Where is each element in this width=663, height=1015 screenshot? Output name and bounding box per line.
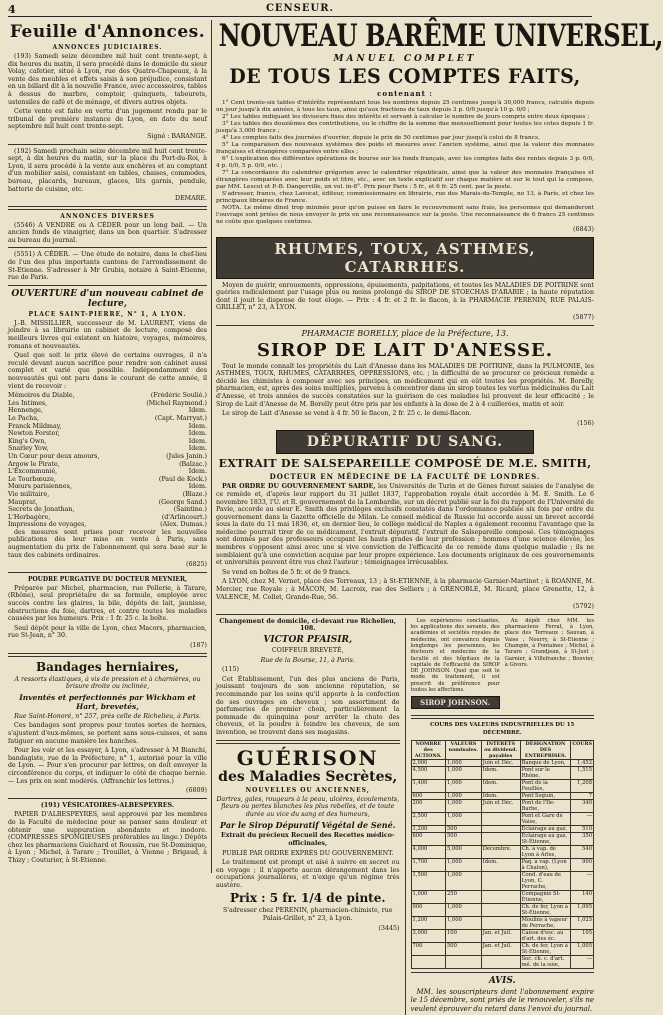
extrait-paragraph-2: Se vend en boîtes de 5 fr. et de 9 francs. — [222, 568, 351, 576]
johnson-title: SIROP JOHNSON. — [411, 696, 500, 709]
rhumes-banner: RHUMES, TOUX, ASTHMES, CATARRHES. — [216, 237, 594, 279]
table-row — [411, 759, 594, 766]
bandages-subtitle: A ressorts élastiques, à vis de pression et à charnières, ou brisure droite ou inclinée, — [14, 675, 201, 691]
table-cell: 140 — [571, 890, 594, 903]
table-row — [411, 858, 594, 871]
cours-header-cell: DÉSIGNATION DES ENTREPRISES. — [520, 740, 571, 759]
table-row — [411, 779, 594, 792]
lower-ads — [216, 618, 594, 1015]
guerison-title: GUÉRISON — [236, 745, 379, 770]
table-cell: 1,700 — [411, 858, 445, 871]
table-row — [411, 825, 594, 832]
catalog-entry — [8, 491, 207, 499]
catalog-entry — [8, 506, 207, 514]
table-cell: Compagnie St-Étienne, — [520, 890, 571, 903]
table-cell: Éclairage au gaz, — [520, 825, 571, 832]
table-row — [411, 832, 594, 845]
catalog-author: (George Sand.) — [158, 498, 207, 506]
catalog-author: (Paul de Kock.) — [158, 475, 207, 483]
guerison-description: Dartres, gales, rougeurs à la peau, ulcères, écoulements, fleurs ou pertes blanches les plus rebelles, et de toute durée au vice du sang et des humeurs, — [216, 795, 400, 818]
table-cell: — — [571, 871, 594, 890]
table-cell: 5,000 — [445, 845, 481, 858]
table-cell: 900 — [411, 903, 445, 916]
bareme-headline: DE TOUS LES COMPTES FAITS, — [229, 64, 581, 88]
divider — [8, 206, 207, 210]
table-cell: 7 — [571, 792, 594, 799]
pfeifer-number: (115) — [222, 666, 239, 674]
table-cell — [481, 955, 520, 968]
cabinet-number: (6825) — [186, 561, 207, 569]
catalog-author: Idem. — [188, 422, 207, 430]
divider — [8, 285, 207, 286]
table-row — [411, 903, 594, 916]
cours-header-cell: NOMBRE des ACTIONS. — [411, 740, 445, 759]
table-row — [411, 766, 594, 779]
table-cell: Éclairage au gaz, St-Étienne, — [520, 832, 571, 845]
table-cell: 1,000 — [445, 799, 481, 812]
catalog-entry — [8, 445, 207, 453]
table-cell: 2,500 — [411, 812, 445, 825]
catalog-entry — [8, 461, 207, 469]
cours-header-row — [411, 740, 594, 759]
avis-title: AVIS. — [488, 975, 516, 986]
table-cell: 4,000 — [411, 845, 445, 858]
catalog-title: Hennenge, — [8, 407, 43, 415]
catalog-author: (Jules Janin.) — [166, 452, 207, 460]
catalog-entry — [8, 407, 207, 415]
announcement-5551: (5551) A CÉDER. — Une étude de notaire, dans le chef-lieu de l'un des plus importants cantons de l'arrondissement de St-Etienne. S'adresser à Mr Grubis, notaire à Saint-Etienne, rue de Paris. — [8, 251, 207, 282]
table-cell: 510 — [571, 825, 594, 832]
catalog-title: Argow le Pirate, — [8, 460, 60, 468]
table-cell: 1,200 — [411, 825, 445, 832]
catalog-entry — [8, 392, 207, 400]
table-row — [411, 845, 594, 858]
announcement-192-signature: DEMARE. — [175, 195, 207, 203]
table-cell: 1,000 — [445, 766, 481, 779]
table-cell: 500 — [445, 942, 481, 955]
cours-header-cell: VALEURS nominales. — [445, 740, 481, 759]
bareme-item: 2° Les tables indiquant les diviseurs fixes des intérêts et servant à calculer le nombre de jours compris entre deux époques ; — [222, 114, 590, 120]
table-cell: Paq. à vap. (Lyon à Chalon), — [520, 858, 571, 871]
catalog-title: Vie militaire, — [8, 490, 50, 498]
catalog-title: Le Pacha, — [8, 414, 39, 422]
table-cell — [481, 903, 520, 916]
table-cell: 350 — [571, 832, 594, 845]
table-cell: 1,025 — [571, 916, 594, 929]
guerison-number: (3445) — [378, 924, 400, 932]
table-row — [411, 871, 594, 890]
catalog-title: Les Intimes, — [8, 399, 48, 407]
catalog-author: (Balzac.) — [179, 460, 207, 468]
table-cell: 1,200 — [411, 916, 445, 929]
table-cell: 1,000 — [411, 890, 445, 903]
table-row — [411, 955, 594, 968]
catalog-entry — [8, 499, 207, 507]
table-cell: — — [571, 812, 594, 825]
table-cell: 1,000 — [445, 916, 481, 929]
catalog-entry — [8, 438, 207, 446]
table-cell: 600 — [411, 832, 445, 845]
table-cell: 1,000 — [445, 779, 481, 792]
table-cell: Jan. et Juil. — [481, 942, 520, 955]
table-cell: Ch. de fer, Lyon à St-Etienne, — [520, 942, 571, 955]
table-cell — [481, 871, 520, 890]
poudre-title: POUDRE PURGATIVE DU DOCTEUR MEYNIER, — [27, 575, 188, 583]
table-cell — [481, 832, 520, 845]
rhumes-text: Moyen de guérir, enrouements, oppressions, épuisements, palpitations, et toutes les MALADIES DE POITRINE sont guéries radicalement par l'usage plus ou moins prolongé du SIROP DE STOECHAS D'ARABIE ; la haute réputation dont il jouit le dispense de tout éloge. — Prix : 4 fr. et 2 fr. le flacon, à la PHARMACIE PERENIN, RUE PALAIS-GRILLET, n° 23, A LYON. — [216, 281, 594, 312]
table-cell: Caisse d'esc. au d'art. des éc. — [520, 929, 571, 942]
table-cell — [481, 812, 520, 825]
announcement-193-b: Cette vente est faite en vertu d'un jugement rendu par le tribunal de première instance de Lyon, en date du neuf septembre mil huit cent trente-sept. — [8, 108, 207, 131]
table-cell: Idem. — [481, 779, 520, 792]
bandages-inventors: Inventés et perfectionnés par Wickham et Hart, brevetés, — [19, 692, 196, 711]
cabinet-paragraph-3: des mesures sont prises pour recevoir les nouvelles publications dès leur mise en vente à Paris, sans augmentation du prix de l'abonnement qui sera basé sur le taux des cabinets ordinaires. — [8, 528, 207, 559]
table-cell: 700 — [411, 942, 445, 955]
depuratif-banner: DÉPURATIF DU SANG. — [276, 430, 534, 454]
extrait-subtitle: DOCTEUR EN MÉDECINE DE LA FACULTÉ DE LONDRES. — [269, 472, 541, 482]
sirop-johnson-right — [505, 618, 594, 713]
bandages-paragraph-2: Pour les voir et les essayer, à Lyon, s'adresser à M Bianchi, bandagiste, rue de la Préfecture, n° 1, autorisé pour la ville de Lyon. — Pour s'en procurer par lettres, on doit envoyer la circonférence du corps, et indiquer le côté de chaque hernie. — Les prix en sont modérés. (Affranchir les lettres.) — [8, 747, 207, 785]
catalog-author: Idem. — [188, 445, 207, 453]
guerison-extrait: Extrait du précieux Recueil des Recettes médico-officinales, — [220, 832, 395, 847]
table-cell: 1,000 — [445, 903, 481, 916]
table-cell: 1,208 — [571, 779, 594, 792]
catalog-author: (Blaze.) — [182, 490, 207, 498]
table-cell: Soc. ch. c. d'art. mé. de la soie, — [520, 955, 571, 968]
table-cell: 1,400 — [411, 779, 445, 792]
bandages-address: Rue Saint-Honoré, n° 257, près celle de Richelieu, à Paris. — [14, 712, 201, 720]
catalog-author: (Michel Raymond.) — [146, 399, 207, 407]
table-cell: 340 — [571, 799, 594, 812]
guerison-address: S'adresser chez PERENIN, pharmacien-chimiste, rue Palais-Grillet, n° 23, à Lyon. — [222, 907, 393, 923]
cours-header-cell: INTÉRÊTS ou dividend. payables — [481, 740, 520, 759]
catalog-title: L'Excommunié, — [8, 468, 58, 476]
announcement-5546: (5546) A VENDRE ou A CÉDER pour un long bail. — Un ancien fonds de vinaigrier, dans un bon quartier. S'adresser au bureau du journal. — [8, 221, 207, 244]
cabinet-address: PLACE SAINT-PIERRE, N° 1, A LYON. — [28, 310, 187, 318]
catalog-author: (Capt. Marryat.) — [154, 414, 207, 422]
catalog-author: Idem. — [188, 437, 207, 445]
cours-title: COURS DES VALEURS INDUSTRIELLES DU 15 DÉCEMBRE. — [430, 722, 575, 736]
announcement-193-signature: Signé : BARANGE. — [147, 132, 207, 140]
table-row — [411, 916, 594, 929]
table-cell: Pont de l'Ile-Barbe, — [520, 799, 571, 812]
catalog-entry — [8, 476, 207, 484]
announcement-192: (192) Samedi prochain seize décembre mil huit cent trente-sept, à dix heures du matin, sur la place du Port-du-Roi, à Lyon, il sera procédé à la vente aux enchères et au comptant d'un mobilier saisi, consistant en tables, chaises, commodes, bureau, placards, bureaux, glaces, lits garnis, pendule, batterie de cuisine, etc. — [8, 147, 207, 193]
feuilleton-title: Feuille d'Annonces. — [9, 22, 206, 42]
table-cell: 1,000 — [445, 858, 481, 871]
table-cell: Cond. d'eau de Lyon, C. Perrache, — [520, 871, 571, 890]
catalog-entry — [8, 430, 207, 438]
bareme-item: NOTA. Le même dinel trop mininée pour qu'on puisse en faire le recouvrement sans frais, les personnes qui demanderont l'ouvrage sont priées de nous envoyer le prix en une reconnaissance sur la poste. Une reconnaissance de 6 francs 25 centimes ne coûte que quelques centimes. — [216, 205, 594, 225]
catalog-title: Secrets de Jonathan, — [8, 506, 75, 514]
extrait-title: EXTRAIT DE SALSEPAREILLE COMPOSÉ DE M.E. SMITH, — [218, 457, 592, 471]
table-cell: 105 — [571, 929, 594, 942]
table-cell: 1,095 — [571, 903, 594, 916]
table-cell: Moulins à vapeur de Perrache, — [520, 916, 571, 929]
table-row — [411, 942, 594, 955]
table-cell — [481, 890, 520, 903]
catalog-title: Mauprat, — [8, 498, 38, 506]
catalog-author: (Saintine.) — [173, 506, 207, 514]
divider — [8, 144, 207, 145]
bareme-item: 4° Les comptes faits des journées d'ouvrier, depuis le prix de 50 centimes par jour jusqu'à celui de 8 francs. — [222, 135, 540, 141]
divider — [216, 325, 594, 326]
catalog-entry — [8, 468, 207, 476]
extrait-paragraph-3: A LYON, chez M. Vernet, place des Terreaux, 13 ; à St-ETIENNE, à la pharmacie Garnier-Martinet ; à ROANNE, M. Mercier, rue Royale ; à MÂCON, M. Lacroix, rue des Selliers ; à GRENOBLE, M. Ricard, place Grenette, 12, à VALENCE, M. Collet, Grande-Rue, 56. — [216, 578, 594, 601]
table-row — [411, 929, 594, 942]
table-row — [411, 792, 594, 799]
bareme-items — [216, 100, 594, 226]
table-cell: Juin et Déc. — [481, 759, 520, 766]
bareme-number: (6843) — [573, 226, 594, 233]
bandages-title: Bandages herniaires, — [36, 659, 179, 674]
table-cell: 1,005 — [571, 942, 594, 955]
divider — [8, 572, 207, 573]
table-cell: 200 — [411, 799, 445, 812]
sirop-paragraph-1: Tout le monde connaît les propriétés du Lait d'Anesse dans les MALADIES DE POITRINE, dans la PULMONIE, les ASTHMES, TOUX, RHUMES, CATARRHES, OPPRESSIONS, etc. ; la difficulté de se procurer ce précieux remède a décidé les chimistes à composer avec ses principes, un médicament qui en eût toutes les propriétés. M. Borelly, pharmacien, est, après des soins multipliés, parvenu à concentrer dans un sirop toutes les vertus médicinales du Lait d'Anesse, et trois années de succès constatées sur la guérison de ces maladies lui prouvent de leur efficacité ; le Sirop de Lait d'Anesse de M. Borelly peut être pris par les enfants à la dose de 2 à 4 cuillerées, matin et soir. — [216, 362, 594, 408]
guerison-publie: PUBLIÉ PAR ORDRE EXPRÈS DU GOUVERNEMENT. — [222, 849, 394, 857]
table-cell: 3,000 — [411, 929, 445, 942]
johnson-depots: Au dépôt chez MM. les pharmaciens Ferrat, à Lyon, place des Terreaux ; Sauvan, à Vaise ; Nourry, à St-Etienne ; Champin, à Fontaines ; Michel, à Tarare ; Grandjean, à St-Just ; Garnier, à Villefranche ; Bouvier, à Givors. — [504, 617, 594, 668]
table-cell: 2,000 — [411, 759, 445, 766]
table-cell — [481, 916, 520, 929]
bareme-item: 3° Les tables des douzièmes des contributions, ou le chiffre de la somme due mensuellement pour toutes les cotes depuis 1 fr. jusqu'à 3,000 francs ; — [216, 121, 594, 134]
table-row — [411, 799, 594, 812]
catalog-entry — [8, 400, 207, 408]
divider — [216, 614, 594, 615]
poudre-number: (187) — [190, 642, 207, 649]
judiciaires-heading: ANNONCES JUDICIAIRES. — [52, 44, 163, 51]
table-cell: Pont Seguin, — [520, 792, 571, 799]
bareme-item: 6° L'explication des différentes opérations de bourse sur les fonds français, avec les comptes faits des rentes depuis 3 p. 0/0, 4 p. 0/0, 5 p. 0/0, etc. ; — [216, 156, 594, 169]
table-cell: Pont de la Feuillée, — [520, 779, 571, 792]
catalog-entry — [8, 423, 207, 431]
extrait-paragraph-1 — [216, 483, 594, 567]
sirop-paragraph-2: Le sirop de Lait d'Anesse se vend à 4 fr. 50 le flacon, 2 fr. 25 c. le demi-flacon. — [222, 410, 472, 418]
catalog-title: Snarley Yow, — [8, 445, 49, 453]
catalog-title: Impressions de voyages, — [8, 521, 87, 529]
bareme-item: 1° Cent trente-six tables d'intérêts représentant tous les nombres depuis 25 centimes jusqu'à 30,000 francs, calculés depuis un jour jusqu'à dix années, à tous les taux, ainsi qu'aux fractions de taux depuis 3 p. 0/0 jusqu'à 10 p. 0/0 ; — [216, 100, 594, 113]
column-divider — [405, 618, 406, 1015]
catalog-entry — [8, 483, 207, 491]
divider — [8, 653, 207, 657]
catalog-author: Idem. — [188, 468, 207, 476]
page-number: 4 — [8, 3, 16, 16]
pfeifer-address: Rue de la Bourse, 11, à Paris. — [260, 656, 355, 664]
catalog-title: Un Cœur pour deux amours, — [8, 452, 100, 460]
guerison-par: Par le Sirop Dépuratif Végétal de Sené. — [220, 820, 396, 831]
table-cell: 1,500 — [411, 871, 445, 890]
lower-left-ads — [216, 618, 400, 1015]
newspaper-name: CENSEUR. — [265, 3, 335, 14]
guerison-subtitle: des Maladies Secrètes, — [218, 768, 398, 785]
bandages-number: (6809) — [186, 787, 207, 795]
table-cell: Idem. — [481, 792, 520, 799]
table-cell — [445, 955, 481, 968]
catalog-author: Idem. — [188, 430, 207, 438]
table-cell: 540 — [571, 845, 594, 858]
catalog-author: (Frédéric Soulié.) — [150, 392, 207, 400]
table-row — [411, 890, 594, 903]
table-cell: Idem. — [481, 858, 520, 871]
table-cell: Banque de Lyon, — [520, 759, 571, 766]
guerison-text: Le traitement est prompt et aisé à suivre en secret ou en voyage ; il n'apporte aucun dérangement dans les occupations journalières, et n'exige qu'un régime très austère. — [216, 859, 400, 889]
guerison-price: Prix : 5 fr. 1/4 de pinte. — [229, 891, 386, 906]
table-cell: Jan. et Juil. — [481, 929, 520, 942]
table-cell: Décembre. — [481, 845, 520, 858]
left-column — [8, 20, 207, 873]
table-cell: 500 — [445, 825, 481, 832]
catalog-title: Mémoires du Diable, — [8, 392, 75, 400]
borelly-line: PHARMACIE BORELLY, place de la Préfecture, 13. — [301, 328, 509, 338]
extrait-body: les Universités de Turin et de Gènes furent saisies de l'analyse de ce remède et, d'après leur rapport du 31 juillet 1837, l'approbation royale était accordée à M. E. Smith. Le 6 novembre 1833, l'U. et R. gouvernement de la Lombardie, sur un décret publié sur la foi du rapport de l'Université de Pavie, accorde au sieur E. Smith des privilèges exclusifs constatés dans l'ordonnance publiée six fois par ordre du gouvernement dans la Gazette officielle de Milan. Le conseil médical de Russie lui accorde aussi un brevet accordé sous la date du 11 mai 1836, et, en dernier lieu, le collège médical de Naples a également reconnu l'avantage que la médecine pourrait tirer de ce médicament, l'extrait dépuratif, l'extrait de Salsepareille composé. Ces témoignages sont donnés par des professeurs occupant les hauts grades de leur profession ; hommes d'une science élevée, les membres s'opposent ainsi avec une si vive conviction de l'efficacité de ce remède dans quelque maladie ; ils ne semblaient qu'à une conviction acquise par leur propre expérience. Les documents originaux de ces gouvernements et universités peuvent être vus chez l'auteur ; témoignages irrécusables. — [216, 483, 594, 567]
table-cell: Pont sur le Rhône, — [520, 766, 571, 779]
catalog-entry — [8, 514, 207, 522]
table-row — [411, 812, 594, 825]
bareme-title: NOUVEAU BARÊME UNIVERSEL, — [218, 18, 663, 54]
table-cell: 600 — [411, 792, 445, 799]
table-cell: 1,515 — [571, 766, 594, 779]
johnson-text: Les expériences concluantes, les applications des savants, des académies et sociétés royales de médecine, ont convaincu depuis longtemps les personnes, les docteurs et médecins de la faculté et des hôpitaux de la capitale de l'efficacité du SIROP DE JOHNSON. Quel que soit le mode de traitement, il est prescrit de préférence pour toutes les affections. — [410, 617, 500, 694]
catalog-title: Franck Mildmay, — [8, 422, 62, 430]
announcement-193: (193) Samedi seize décembre mil huit cent trente-sept, à dix heures du matin, il sera procédé dans le domicile du sieur Volay, cafetier, situé à Lyon, rue des Quatre-Chapeaux, à la vente des meubles et effets saisis à son préjudice, consistant en un billard dit à la nouvelle France, avec accessoires, tables à dessus de marbre, comptoir, quinquets, tabourets, ustensiles de café et de ménage, et divers autres objets. — [8, 53, 207, 106]
pfeifer-text: Cet Établissement, l'un des plus anciens de Paris, jouissant toujours de son ancienne réputation, se recommande par les soins qu'il apporte à la confection de ses ouvrages en cheveux ; son assortiment de parfumeries de premier choix, particulièrement la pommade de quinquina pour arrêter la chute des cheveux, et la poudre à teindre les cheveux, de son invention, se trouvent dans ses magasins. — [216, 675, 400, 736]
poudre-text: Préparée par Michel, pharmacien, rue Pollerie, à Tarare, (Rhône), seul propriétaire de sa formule, employée avec succès contre les glaires, la bile, dépôts de lait, jaunisse, obstructions du foie, dartres, et contre toutes les maladies causées par les humeurs. Prix : 1 fr. 25 c. la boîte. — [8, 584, 207, 623]
pfeifer-move: Changement de domicile, ci-devant rue Richelieu, 108. — [219, 617, 397, 633]
diverses-heading: ANNONCES DIVERSES — [60, 212, 155, 220]
pfeifer-role: COIFFEUR BREVETÉ, — [271, 647, 344, 654]
table-cell: Ch. à vap. de Lyon à Arles, — [520, 845, 571, 858]
table-cell: 500 — [445, 832, 481, 845]
book-catalog — [8, 392, 207, 529]
table-cell: 1,000 — [445, 871, 481, 890]
catalog-author: (Alex. Dumas.) — [160, 521, 207, 529]
catalog-entry — [8, 521, 207, 529]
catalog-title: King's Own, — [8, 437, 47, 445]
extrait-number: (5792) — [573, 603, 594, 611]
cours-body — [411, 759, 594, 968]
table-cell: — — [571, 955, 594, 968]
table-cell: Ch. de fer, Lyon à St-Étienne, — [520, 903, 571, 916]
catalog-title: Newton Forster, — [8, 430, 60, 438]
sirop-johnson-left — [411, 618, 500, 713]
catalog-title: L'Herbagère, — [8, 513, 51, 521]
table-cell: 4,500 — [411, 766, 445, 779]
table-cell: 1,000 — [445, 759, 481, 766]
table-cell: 250 — [445, 890, 481, 903]
bareme-subtitle: MANUEL COMPLET — [333, 54, 477, 64]
catalog-author: Idem. — [188, 407, 207, 415]
catalog-entry — [8, 415, 207, 423]
table-cell: 1,000 — [445, 792, 481, 799]
divider — [216, 740, 400, 744]
right-column — [216, 18, 663, 1013]
vesicatoires-text: PAPIER D'ALBESPEYRES, seul approuvé par les membres de la Faculté de médecine pour se panser sans douleur et obtenir une suppuration abondante et inodore. (COMPRESSES SPONGIEUSES préférables au linge.) Dépôts chez les pharmaciens Guichard et Roussin, rue St-Dominique, à Lyon ; Michel, à Tarare ; Trouillet, à Vienne ; Brigaud, à Thizy ; Couturier, à St-Etienne. — [8, 811, 207, 864]
poudre-depot: Seul dépôt pour la ville de Lyon, chez Macors, pharmacien, rue St-Jean, n° 30. — [8, 624, 207, 640]
cabinet-paragraph-2: Quel que soit le prix élevé de certains ouvrages, il n'a reculé devant aucun sacrifice pour rendre son cabinet aussi complet et varié que possible. Indépendamment des nouveautés qui ont paru dans le courant de cette année, il vient de recevoir : — [8, 352, 207, 390]
table-cell: 100 — [445, 929, 481, 942]
avis-text: MM. les souscripteurs dont l'abonnement expire le 15 décembre, sont priés de le renouveler, s'ils ne veulent éprouver du retard dans l'envoi du journal. — [410, 987, 594, 1013]
sirop-johnson-block — [411, 618, 595, 713]
catalog-author: (d'Arlincourt.) — [161, 513, 207, 521]
table-cell: Juin et Déc. — [481, 799, 520, 812]
divider — [411, 972, 595, 973]
catalog-title: Mœurs parisiennes, — [8, 483, 72, 491]
bareme-contenant: contenant : — [377, 89, 433, 98]
catalog-entry — [8, 453, 207, 461]
lower-right-ads — [411, 618, 595, 1015]
sirop-title: SIROP DE LAIT D'ANESSE. — [256, 339, 553, 361]
rhumes-number: (5877) — [573, 313, 594, 321]
cours-header-cell: COURS — [571, 740, 594, 759]
page-header — [8, 3, 592, 17]
pfeifer-name: VICTOR PFAISIR, — [263, 635, 353, 645]
extrait-authority: PAR ORDRE DU GOUVERNEMENT SARDE, — [222, 483, 376, 491]
bandages-paragraph-1: Ces bandages sont propres pour toutes sortes de hernies, s'ajustent d'eux-mêmes, se portent sans sous-cuisses, et sans fatiguer en aucune manière les hanches. — [8, 722, 207, 745]
table-cell: 900 — [571, 858, 594, 871]
bareme-item: 7° La concordance du calendrier grégorien avec le calendrier républicain, ainsi que la valeur des monnaies françaises et étrangères comparées avec leur poids et titre, etc., avec un texte explicatif sur chaque matière et sur le tout qui la compose, par MM. Lescot et P.-B. Dangerville, un vol. in-8°. Prix pour Paris : 5 fr., et 6 fr. 25 cent. par la poste. — [216, 170, 594, 190]
bareme-item: 5° La comparaison des nouveaux systèmes des poids et mesures avec l'ancien système, ainsi que la valeur des monnaies françaises et étrangères comparées entre elles ; — [216, 142, 594, 155]
table-cell: 1,452 — [571, 759, 594, 766]
catalog-author: Idem. — [188, 483, 207, 491]
table-cell: Pont et Gare de Vaise, — [520, 812, 571, 825]
divider — [8, 247, 207, 248]
cabinet-title: OUVERTURE d'un nouveau cabinet de lecture, — [11, 288, 204, 309]
sirop-number: (156) — [577, 419, 594, 427]
cabinet-paragraph-1: J.-B. MISSILLIER, successeur de M. LAURENT, viens de joindre à sa librairie un cabinet de lecture, composé des meilleurs livres qui existent en histoire, voyages, mémoires, romans et nouveautés. — [8, 319, 207, 350]
guerison-small: NOUVELLES OU ANCIENNES, — [245, 786, 370, 794]
divider — [411, 715, 595, 719]
table-cell: 1,000 — [445, 812, 481, 825]
cours-table — [411, 740, 595, 969]
bareme-item: S'adresser, franco, chez Lavocat, éditeur, commissionnaire en librairie, rue des Marais-du-Temple, no 13, à Paris, et chez les principaux libraires de France. — [216, 191, 594, 204]
divider — [8, 798, 207, 799]
catalog-title: Le Tourbœuze, — [8, 475, 56, 483]
table-cell — [481, 825, 520, 832]
table-cell: Idem. — [481, 766, 520, 779]
column-divider — [211, 20, 212, 873]
vesicatoires-title: (191) VÉSICATOIRES-ALBESPEYRES. — [40, 801, 175, 809]
table-cell — [411, 955, 445, 968]
